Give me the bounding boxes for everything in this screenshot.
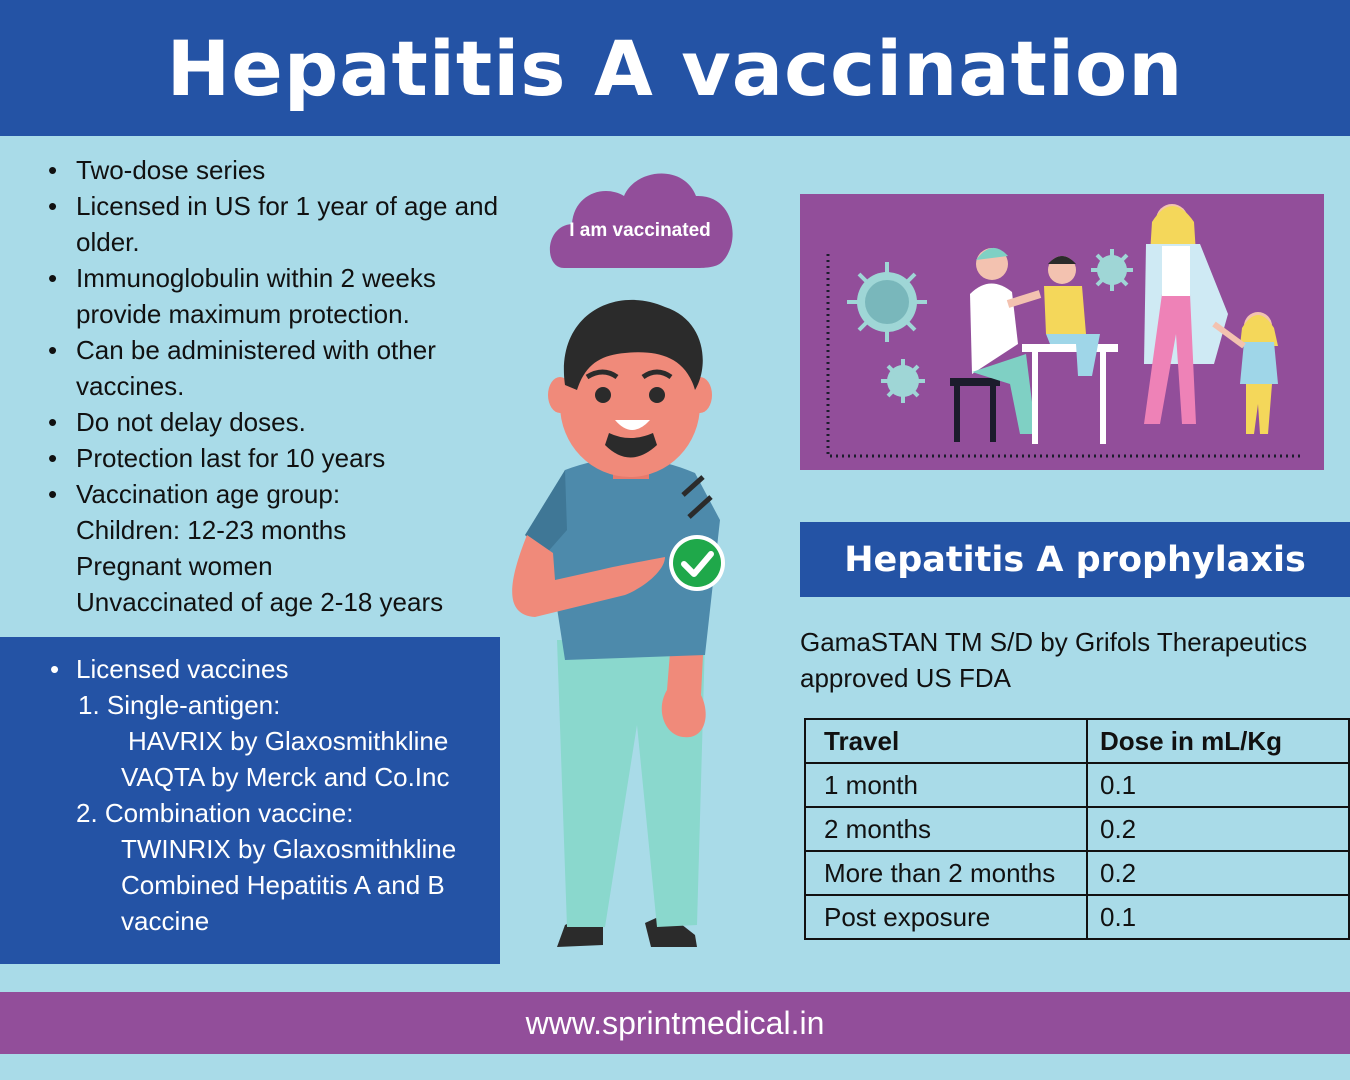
age-group-item: Unvaccinated of age 2-18 years bbox=[76, 587, 444, 617]
vaccines-heading: Licensed vaccines bbox=[76, 654, 289, 684]
dose-cell: 0.2 bbox=[1087, 807, 1349, 851]
vaccinated-boy-illustration bbox=[505, 295, 740, 960]
column-header-travel: Travel bbox=[805, 719, 1087, 763]
vaccine-item: HAVRIX by Glaxosmithkline bbox=[128, 726, 449, 756]
bullet-item: • Two-dose series bbox=[46, 152, 526, 188]
dose-cell: 0.1 bbox=[1087, 763, 1349, 807]
licensed-vaccines-box bbox=[0, 637, 500, 964]
cloud-label: I am vaccinated bbox=[569, 220, 711, 241]
vaccine-item: TWINRIX by Glaxosmithkline bbox=[121, 834, 457, 864]
bullet-item: • Do not delay doses. bbox=[46, 404, 526, 440]
vaccine-item: VAQTA by Merck and Co.Inc bbox=[121, 762, 450, 792]
cloud-icon bbox=[544, 164, 736, 268]
bullet-item-age-group bbox=[46, 476, 526, 620]
bullet-item: • Protection last for 10 years bbox=[46, 440, 526, 476]
travel-cell: Post exposure bbox=[805, 895, 1087, 939]
bullet-dot: • bbox=[50, 654, 60, 684]
column-header-dose: Dose in mL/Kg bbox=[1087, 719, 1349, 763]
prophylaxis-description: GamaSTAN TM S/D by Grifols Therapeutics approved US FDA bbox=[800, 627, 1308, 693]
info-bullet-list bbox=[46, 152, 526, 620]
table-row bbox=[805, 763, 1349, 807]
vaccination-scene-illustration bbox=[800, 194, 1324, 470]
table-header-row bbox=[805, 719, 1349, 763]
bullet-item: • Licensed in US for 1 year of age and older. bbox=[46, 188, 516, 260]
dose-cell: 0.2 bbox=[1087, 851, 1349, 895]
footer-banner bbox=[0, 992, 1350, 1054]
prophylaxis-title: Hepatitis A prophylaxis bbox=[800, 522, 1350, 597]
page-title: Hepatitis A vaccination bbox=[166, 23, 1184, 113]
combination-label: 2. Combination vaccine: bbox=[76, 798, 354, 828]
website-link[interactable]: www.sprintmedical.in bbox=[525, 1004, 825, 1041]
travel-cell: More than 2 months bbox=[805, 851, 1087, 895]
checkmark-icon bbox=[668, 534, 726, 592]
table-row bbox=[805, 851, 1349, 895]
age-group-heading: • Vaccination age group: bbox=[76, 479, 341, 509]
header-banner bbox=[0, 0, 1350, 136]
bullet-item: • Can be administered with other vaccines. bbox=[46, 332, 476, 404]
vaccine-item: Combined Hepatitis A and B bbox=[121, 870, 445, 900]
dose-table bbox=[804, 718, 1350, 940]
age-group-item: Children: 12-23 months bbox=[76, 515, 347, 545]
bullet-item: • Immunoglobulin within 2 weeks provide maximum protection. bbox=[46, 260, 476, 332]
travel-cell: 2 months bbox=[805, 807, 1087, 851]
travel-cell: 1 month bbox=[805, 763, 1087, 807]
single-antigen-label: 1. Single-antigen: bbox=[78, 690, 281, 720]
table-row bbox=[805, 807, 1349, 851]
age-group-item: Pregnant women bbox=[76, 551, 273, 581]
dose-cell: 0.1 bbox=[1087, 895, 1349, 939]
table-row bbox=[805, 895, 1349, 939]
vaccine-item: vaccine bbox=[121, 906, 210, 936]
